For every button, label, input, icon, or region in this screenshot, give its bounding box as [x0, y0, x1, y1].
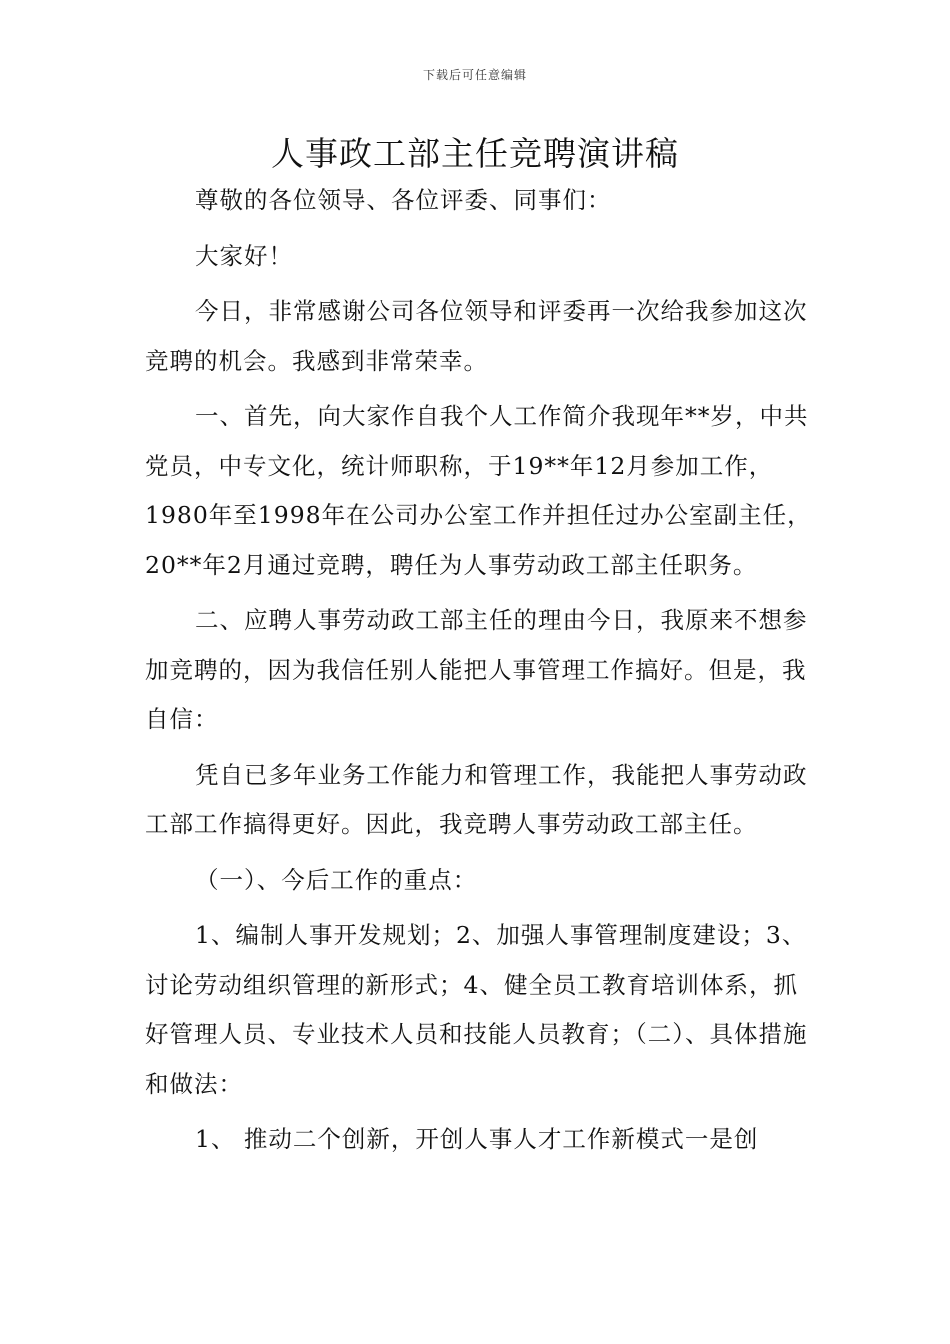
- paragraph-focus-heading: （一）、今后工作的重点：: [195, 865, 478, 894]
- paragraph-measure-1: 1、 推动二个创新，开创人事人才工作新模式一是创: [195, 1125, 759, 1153]
- paragraph-thanks: 今日，非常感谢公司各位领导和评委再一次给我参加这次竞聘的机会。我感到非常荣幸。: [145, 297, 808, 375]
- paragraph-confidence: 凭自已多年业务工作能力和管理工作，我能把人事劳动政工部工作搞得更好。因此，我竞聘人事劳动政工部主任。: [145, 760, 808, 838]
- header-note: 下载后可任意编辑: [422, 68, 527, 82]
- paragraph-focus-list: 1、编制人事开发规划；2、加强人事管理制度建设；3、讨论劳动组织管理的新形式；4、健全员工教育培训体系，抓好管理人员、专业技术人员和技能人员教育；（二）、具体措施和做法：: [145, 921, 808, 1098]
- document-body: [145, 176, 813, 1165]
- paragraph-salutation: 尊敬的各位领导、各位评委、同事们：: [195, 186, 612, 214]
- paragraph-reason: 二、应聘人事劳动政工部主任的理由今日，我原来不想参加竞聘的，因为我信任别人能把人事管理工作搞好。但是，我自信：: [145, 606, 808, 733]
- paragraph-greeting: 大家好！: [195, 241, 293, 270]
- paragraph-self-intro: 一、首先，向大家作自我个人工作简介我现年**岁，中共党员，中专文化，统计师职称，于19**年12月参加工作，1980年至1998年在公司办公室工作并担任过办公室副主任，20**年2月通过竞聘，聘任为人事劳动政工部主任职务。: [145, 402, 812, 579]
- document-title: 人事政工部主任竞聘演讲稿: [271, 134, 679, 173]
